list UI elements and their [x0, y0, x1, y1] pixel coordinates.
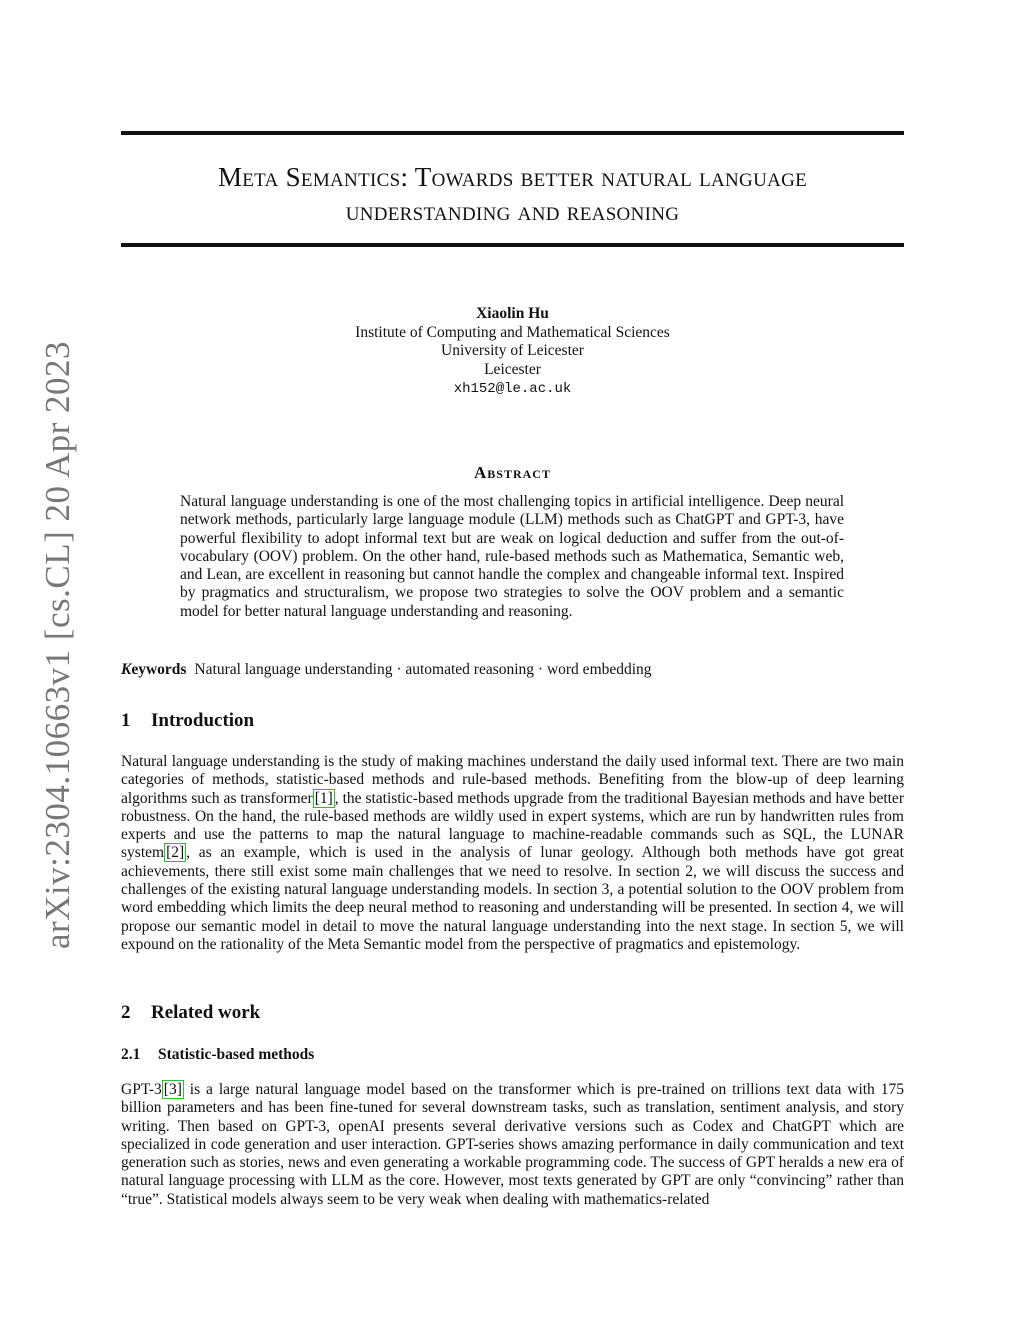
arxiv-identifier: arXiv:2304.10663v1 [cs.CL] 20 Apr 2023	[38, 340, 77, 950]
subsection-heading-statistic-based	[121, 1046, 314, 1064]
author-name: Xiaolin Hu	[476, 305, 549, 322]
subsection-number: 2.1	[121, 1046, 141, 1063]
author-university: University of Leicester	[441, 342, 584, 359]
abstract-heading: Abstract	[474, 463, 551, 482]
keywords-label-rest: eywords	[131, 661, 187, 678]
section-number: 1	[121, 710, 131, 731]
intro-text-3: , as an example, which is used in the analysis of lunar geology. Although both methods have got great achievements, there still exist some main challenges that we need to resolve. In section 2, we will discuss the success and challenges of the existing natural language understanding models. In section 3, a potential solution to the OOV problem from word embedding which limits the deep neural method to reasoning and understanding will be presented. In section 4, we will propose our semantic model in detail to move the natural language understanding into the next stage. In section 5, we will expound on the rationality of the Meta Semantic model from the perspective of pragmatics and epistemology.	[121, 844, 904, 953]
citation-link-3[interactable]: [3]	[163, 1081, 182, 1098]
keywords-text: Natural language understanding · automated reasoning · word embedding	[194, 661, 652, 678]
paper-title	[121, 160, 904, 228]
introduction-paragraph	[121, 753, 904, 954]
author-block	[121, 305, 904, 399]
author-city: Leicester	[484, 360, 541, 378]
keywords-label-initial: K	[121, 661, 132, 678]
section-heading-introduction	[121, 710, 254, 732]
intro-text-1: Natural language understanding is the study of making machines understand the daily used informal text. There are two main categories of methods, statistic-based methods and rule-based methods. Benefiting from the blow-up of deep learning algorithms such as transformer	[121, 753, 904, 807]
paper-title-line-2: understanding and reasoning	[345, 196, 680, 226]
citation-link-2[interactable]: [2]	[166, 844, 185, 862]
author-email[interactable]: xh152@le.ac.uk	[453, 381, 572, 397]
title-bottom-rule	[121, 243, 904, 247]
intro-text-2: , the statistic-based methods upgrade from the traditional Bayesian methods and have better robustness. On the hand, the rule-based methods are wildly used in expert systems, which are run by handwritten rules from experts and use the patterns to map the natural language to machine-readable commands such as SQL, the LUNAR system	[121, 789, 904, 862]
paper-title-line-1: Meta Semantics: Towards better natural language	[217, 162, 808, 192]
title-top-rule	[121, 131, 904, 135]
gpt-text-1: GPT-3	[121, 1081, 162, 1098]
section-heading-related-work	[121, 1002, 260, 1024]
keywords	[121, 661, 904, 679]
abstract-text: Natural language understanding is one of the most challenging topics in artificial intelligence. Deep neural network methods, particularly large language module (LLM) methods such as ChatGPT and GPT-3, have powerful flexibility to adopt informal text but are weak on logical deduction and suffer from the out-of-vocabulary (OOV) problem. On the other hand, rule-based methods such as Mathematica, Semantic web, and Lean, are excellent in reasoning but cannot handle the complex and changeable informal text. Inspired by pragmatics and structuralism, we propose two strategies to solve the OOV problem and a semantic model for better natural language understanding and reasoning.	[180, 493, 844, 620]
keywords-label	[121, 661, 186, 678]
gpt-text-2: is a large natural language model based on the transformer which is pre-trained on trillions text data with 175 billion parameters and has been fine-tuned for several downstream tasks, such as translation, sentiment analysis, and story writing. Then based on GPT-3, openAI presents several derivative versions such as Codex and ChatGPT which are specialized in code generation and user interaction. GPT-series shows amazing performance in daily communication and text generation such as stories, news and even generating a workable programming code. The success of GPT heralds a new era of natural language processing with LLM as the core. However, most texts generated by GPT are only “convincing” rather than “true”. Statistical models always seem to be very weak when dealing with mathematics-related	[121, 1081, 904, 1208]
statistic-methods-paragraph	[121, 1081, 904, 1209]
section-number: 2	[121, 1002, 131, 1023]
section-title: Related work	[151, 1002, 261, 1023]
citation-link-1[interactable]: [1]	[314, 789, 333, 807]
section-title: Introduction	[151, 710, 255, 731]
author-institute: Institute of Computing and Mathematical Sciences	[355, 323, 670, 341]
subsection-title: Statistic-based methods	[158, 1046, 315, 1063]
